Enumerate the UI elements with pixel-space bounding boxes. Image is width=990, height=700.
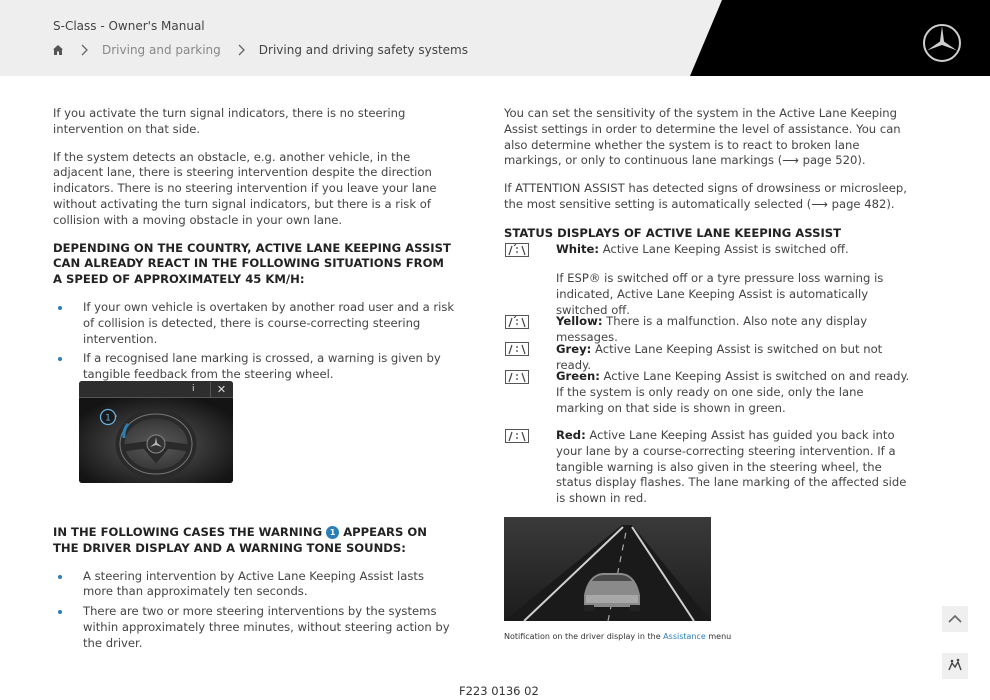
status-green [556,369,913,416]
status-label: Red: [556,428,586,442]
status-label: White: [556,242,600,256]
status-label: Green: [556,369,600,383]
chevron-right-icon [78,44,92,56]
status-red [556,428,913,507]
callout-marker-icon [99,408,117,426]
number-badge: 1 [326,526,339,539]
bullet-list [53,569,455,652]
paragraph: You can set the sensitivity of the system in the Active Lane Keeping Assist settings in order to determine the level of assistance. You can also determine whether the system is to react to broken lane markings, or only to continuous lane markings (⟶ page 520). [504,106,901,168]
breadcrumb-current: Driving and driving safety systems [258,43,468,57]
list-item: If a recognised lane marking is crossed, a warning is given by tangible feedback from the steering wheel. [53,351,455,383]
section-heading: STATUS DISPLAYS OF ACTIVE LANE KEEPING ASSIST [504,226,842,240]
home-icon[interactable] [52,44,64,56]
accessibility-icon [942,653,968,679]
paragraph: If ATTENTION ASSIST has detected signs of drowsiness or microsleep, the most sensitive setting is automatically selected (⟶ page 482). [504,181,907,211]
right-column [504,106,912,225]
manual-title: S-Class - Owner's Manual [53,19,205,33]
status-note [556,271,913,318]
bullet-list [53,300,455,383]
heading-text: APPEARS ON THE DRIVER DISPLAY AND A WARNING TONE SOUNDS: [53,524,427,555]
breadcrumb [52,42,468,58]
status-description: Active Lane Keeping Assist is switched on and ready. If the system is only ready on one side, only the lane marking on that side is shown in green. [556,369,910,415]
breadcrumb-link[interactable]: Driving and parking [102,43,221,57]
status-description: Active Lane Keeping Assist has guided you back into your lane by a course-correcting steering intervention. If a tangible warning is also given in the steering wheel, the status display flashes. The lane marking of the affected side is shown in red. [556,428,907,506]
close-icon[interactable]: ✕ [210,382,232,397]
section-heading: DEPENDING ON THE COUNTRY, ACTIVE LANE KEEPING ASSIST CAN ALREADY REACT IN THE FOLLOWING SITUATIONS FROM A SPEED OF APPROXIMATELY 45 KM/H: [53,240,451,287]
status-label: Yellow: [556,314,603,328]
list-item: A steering intervention by Active Lane Keeping Assist lasts more than approximately ten seconds. [53,569,455,601]
chevron-up-icon [942,606,968,632]
steering-wheel-figure[interactable] [79,381,233,483]
lane-keeping-icon [505,243,529,257]
info-icon[interactable]: i [192,384,195,394]
chevron-right-icon [235,44,249,56]
lane-keeping-icon [505,342,529,356]
figure-code: F223 0136 02 [459,684,539,698]
accessibility-button[interactable] [942,653,968,679]
heading-text: IN THE FOLLOWING CASES THE WARNING [53,524,323,539]
page-header [0,0,990,76]
status-description: Active Lane Keeping Assist is switched on but not ready. [556,342,883,372]
caption-text: Notification on the driver display in the [504,632,661,641]
status-description: There is a malfunction. Also note any display messages. [556,314,868,344]
list-item: If your own vehicle is overtaken by another road user and a risk of collision is detected, there is course-correcting steering intervention. [53,300,455,347]
mercedes-star-logo[interactable] [921,22,963,64]
list-item: There are two or more steering interventions by the systems within approximately three minutes, without steering action by the driver. [53,604,455,651]
status-label: Grey: [556,342,592,356]
status-description: If ESP® is switched off or a tyre pressure loss warning is indicated, Active Lane Keeping Assist is automatically switched off. [556,271,884,317]
status-description: Active Lane Keeping Assist is switched off. [602,242,849,256]
lane-keeping-icon [505,429,529,443]
scroll-to-top-button[interactable] [942,606,968,632]
callout-number: 1 [105,413,111,424]
figure-caption [504,632,731,641]
status-yellow [556,314,913,346]
paragraph: If the system detects an obstacle, e.g. another vehicle, in the adjacent lane, there is steering intervention despite the direction indicators. There is no steering intervention if you leave your lane without activating the turn signal indicators, but there is a risk of collision with a moving obstacle in your own lane. [53,149,437,227]
caption-link[interactable]: Assistance [663,632,706,641]
lane-keeping-icon [505,370,529,384]
status-white [556,242,913,258]
caption-text: menu [708,632,732,641]
driver-display-figure[interactable] [504,517,711,621]
lane-keeping-icon [505,315,529,329]
paragraph: If you activate the turn signal indicators, there is no steering intervention on that side. [53,106,406,136]
section-heading [53,525,455,557]
